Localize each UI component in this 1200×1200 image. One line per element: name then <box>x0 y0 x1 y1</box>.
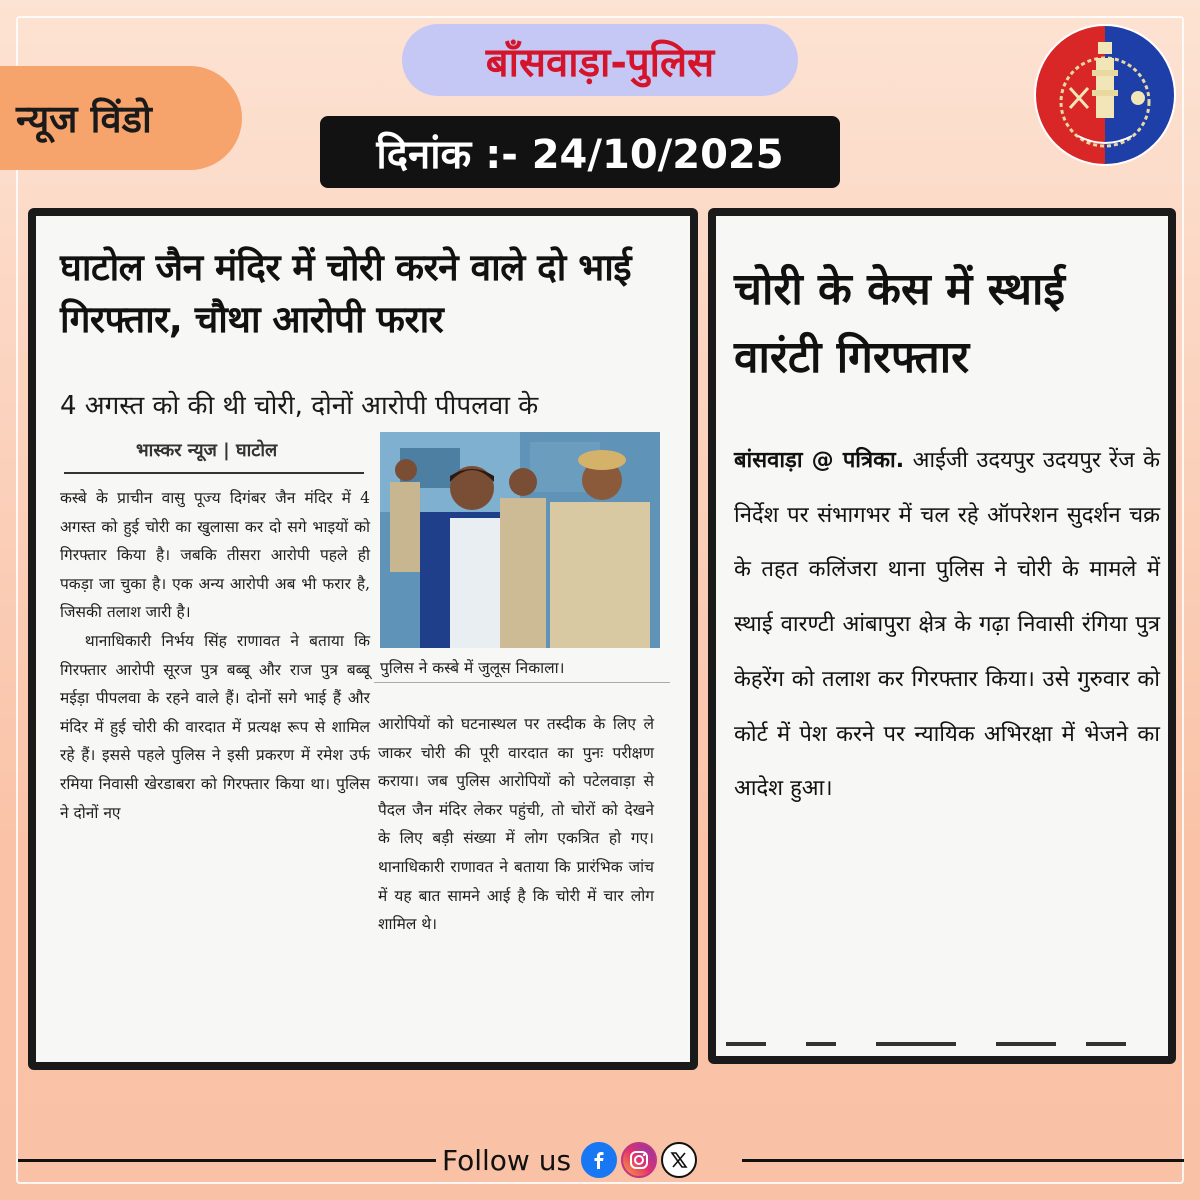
news-clipping-dainik-bhaskar <box>28 208 698 1070</box>
article-paragraph: थानाधिकारी निर्भय सिंह राणावत ने बताया कि गिरफ्तार आरोपी सूरज पुत्र बब्बू और राज पुत्र बब्बू मईड़ा पीपलवा के रहने वाले हैं। दोनों सगे भाई हैं और मंदिर में हुई चोरी की वारदात में प्रत्यक्ष रूप से शामिल रहे हैं। इससे पहले पुलिस ने इसी प्रकरण में रमेश उर्फ रमिया निवासी खेरडाबरा को गिरफ्तार किया था। पुलिस ने दोनों नए <box>60 631 370 822</box>
x-icon[interactable] <box>661 1142 697 1178</box>
instagram-icon[interactable] <box>621 1142 657 1178</box>
article-text: आईजी उदयपुर उदयपुर रेंज के निर्देश पर संभागभर में चल रहे ऑपरेशन सुदर्शन चक्र के तहत कलिंजरा थाना पुलिस ने चोरी के मामले में स्थाई वारण्टी आंबापुरा क्षेत्र के गढ़ा निवासी रंगिया पुत्र केहरेंग को तलाश कर गिरफ्तार किया। उसे गुरुवार को कोर्ट में पेश करने पर न्यायिक अभिरक्षा में भेजने का आदेश हुआ। <box>734 448 1161 802</box>
article-paragraph: कस्बे के प्राचीन वासु पूज्य दिगंबर जैन मंदिर में 4 अगस्त को हुई चोरी का खुलासा कर दो सगे भाइयों को गिरफ्तार किया है। जबकि तीसरा आरोपी पहले ही पकड़ा जा चुका है। एक अन्य आरोपी अब भी फरार है, जिसकी तलाश जारी है। <box>60 489 370 622</box>
clipping-subheadline: 4 अगस्त को की थी चोरी, दोनों आरोपी पीपलवा के <box>60 391 539 421</box>
clipping-byline: भास्कर न्यूज | घाटोल <box>136 440 278 461</box>
page-title: बाँसवाड़ा-पुलिस <box>485 39 715 86</box>
date-text: दिनांक :- 24/10/2025 <box>376 131 784 178</box>
article-paragraph: आरोपियों को घटनास्थल पर तस्दीक के लिए ले जाकर चोरी की पूरी वारदात का पुनः परीक्षण कराया। जब पुलिस आरोपियों को पटेलवाड़ा से पैदल जैन मंदिर लेकर पहुंची, तो चोरों को देखने के लिए बड़ी संख्या में लोग एकत्रित हो गए। थानाधिकारी राणावत ने बताया कि प्रारंभिक जांच में यह बात सामने आई है कि चोरी में चार लोग शामिल थे। <box>378 715 654 934</box>
police-escort-photo-icon <box>380 432 660 648</box>
footer-rule-right <box>742 1159 1184 1162</box>
date-bar <box>320 116 840 188</box>
news-photo <box>380 432 660 648</box>
clipping-headline: चोरी के केस में स्थाई वारंटी गिरफ्तार <box>734 264 1065 383</box>
facebook-icon[interactable] <box>581 1142 617 1178</box>
photo-caption: पुलिस ने कस्बे में जुलूस निकाला। <box>374 652 670 683</box>
article-column-right <box>378 710 654 939</box>
follow-us-bar <box>442 1140 697 1180</box>
follow-us-label: Follow us <box>442 1143 572 1177</box>
rajasthan-police-emblem-icon <box>1034 24 1176 166</box>
news-window-tab <box>0 66 242 170</box>
footer-rule-left <box>18 1159 436 1162</box>
news-clipping-patrika <box>708 208 1176 1064</box>
article-body <box>734 434 1160 817</box>
clipping-headline: घाटोल जैन मंदिर में चोरी करने वाले दो भाई गिरफ्तार, चौथा आरोपी फरार <box>60 246 632 341</box>
clipping-cut-edge <box>726 1042 1146 1048</box>
byline-divider <box>64 472 364 474</box>
article-column-left <box>60 484 370 827</box>
title-pill <box>402 24 798 96</box>
article-dateline: बांसवाड़ा @ पत्रिका. <box>734 448 905 473</box>
news-window-label: न्यूज विंडो <box>16 97 152 141</box>
